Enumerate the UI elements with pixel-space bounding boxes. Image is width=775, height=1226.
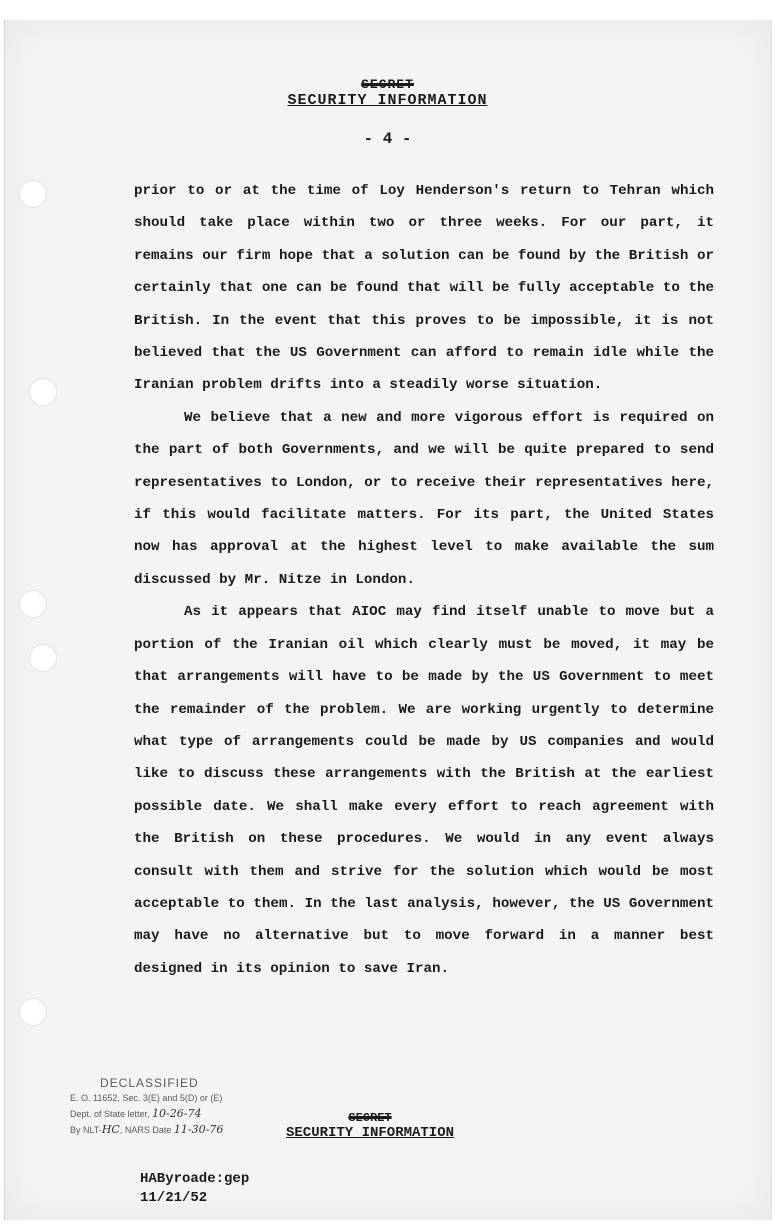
punch-hole [19,180,47,208]
footer-classification [270,1112,470,1142]
page-number: - 4 - [363,130,412,148]
drafter-reference [140,1170,249,1208]
punch-hole [19,998,47,1026]
punch-hole [29,644,57,672]
state-letter-date: 10-26-74 [152,1107,202,1120]
paragraph: As it appears that AIOC may find itself unable to move but a portion of the Iranian oil which clearly must be moved, it may be that arrangements will have to be made by the US Government to meet the remainder of the problem. We are working urgently to determine what type of arrangements could be made by US companies and would like to discuss these arrangements with the British at the earliest possible date. We shall make every effort to reach agreement with the British on these procedures. We would in any event always consult with them and strive for the solution which would be most acceptable to them. In the last analysis, however, the US Government may have no alternative but to move forward in a manner best designed in its opinion to save Iran. [134,604,714,977]
by-initials: HC [101,1123,120,1136]
declassification-stamp [70,1076,290,1138]
drafter-date: 11/21/52 [140,1190,208,1206]
paragraph: We believe that a new and more vigorous effort is required on the part of both Governments, and we will be quite prepared to send representatives to London, or to receive their representatives here, if this would facilitate matters. For its part, the United States now has approval at the highest level to make available the sum discussed by Mr. Nitze in London. [134,409,714,588]
nars-date: 11-30-76 [173,1123,224,1136]
classification-label: SECURITY INFORMATION [285,1125,455,1141]
nars-label: , NARS Date [119,1125,172,1135]
punch-hole [29,378,57,406]
letter-body [134,175,714,985]
struck-classification: SECRET [361,77,414,92]
paragraph: prior to or at the time of Loy Henderson's return to Tehran which should take place within two or three weeks. For our part, it remains our firm hope that a solution can be found by the British or certainly that one can be found that will be fully acceptable to the British. In the event that this proves to be impossible, it is not believed that the US Government can afford to remain idle while the Iranian problem drifts into a steadily worse situation. [134,183,714,394]
struck-classification: SECRET [348,1111,392,1125]
by-label: By NLT- [70,1125,102,1135]
punch-hole [19,590,47,618]
state-letter-line [70,1106,290,1122]
state-letter-label: Dept. of State letter, [70,1109,150,1119]
declassified-title: DECLASSIFIED [100,1076,199,1090]
header-classification [0,78,775,110]
drafter-initials: HAByroade:gep [140,1171,250,1187]
classification-label: SECURITY INFORMATION [287,92,488,109]
nars-line [70,1122,290,1138]
declassification-authority: E. O. 11652, Sec. 3(E) and 5(D) or (E) [70,1093,223,1103]
